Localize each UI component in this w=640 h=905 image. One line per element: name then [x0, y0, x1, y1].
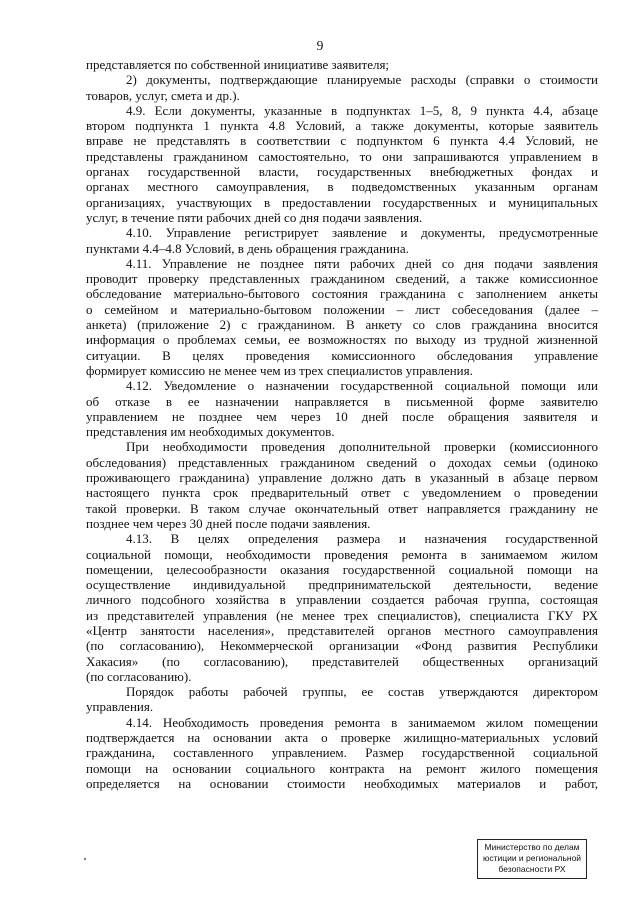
- text-line: осуществление индивидуальной предпринимательской деятельности, ведение: [86, 577, 598, 593]
- text-line: информация о проблемах семьи, ее возможностях по выходу из трудной жизненной: [86, 332, 598, 348]
- text-line: личного подсобного хозяйства в управлении создается рабочая группа, состоящая: [86, 592, 598, 608]
- text-line: (по согласованию), Некоммерческой организации «Фонд развития Республики: [86, 638, 598, 654]
- text-line: органах местного самоуправления, в подведомственных указанным органам: [86, 179, 598, 195]
- text-line: 4.10. Управление регистрирует заявление и документы, предусмотренные: [126, 225, 598, 241]
- stamp-line: безопасности РХ: [498, 864, 566, 874]
- text-line: управления.: [86, 699, 154, 715]
- text-line: органах государственной власти, государственных внебюджетных фондах и: [86, 164, 598, 180]
- text-line: втором подпункта 1 пункта 4.8 Условий, а также документы, которые заявитель: [86, 118, 598, 134]
- text-line: 4.13. В целях определения размера и назначения государственной: [126, 531, 598, 547]
- text-line: представляется по собственной инициативе заявителя;: [86, 57, 390, 72]
- text-line: помощи на основании социального контракта на ремонт жилого помещения: [86, 760, 598, 776]
- text-line: такой проверки. В таком случае окончательный ответ направляется гражданину не: [86, 500, 598, 516]
- text-line: Хакасия» (по согласованию), представителей общественных организаций: [86, 653, 598, 669]
- text-line: обследования) представленных гражданином сведений о доходах семьи (одиноко: [86, 454, 598, 470]
- stamp-line: Министерство по делам: [484, 842, 580, 852]
- ministry-stamp: [477, 839, 587, 879]
- text-line: организациях, участвующих в предоставлении государственных и муниципальных: [86, 194, 598, 210]
- text-line: управлением не позднее чем через 10 дней после обращения заявителя и: [86, 408, 598, 424]
- text-line: «Центр занятости населения», представителей органов местного самоуправления: [86, 622, 598, 638]
- scan-speck: [84, 858, 86, 860]
- text-line: обследование материально-бытового состояния гражданина с заполнением анкеты: [86, 286, 598, 302]
- text-line: анкета) (приложение 2) с гражданином. В анкету со слов гражданина вносится: [86, 317, 598, 333]
- text-line: 4.11. Управление не позднее пяти рабочих дней со дня подачи заявления: [126, 255, 598, 271]
- document-body: [86, 57, 598, 791]
- text-line: формирует комиссию не менее чем из трех специалистов управления.: [86, 362, 473, 378]
- text-line: о семейном и материально-бытовом положении – лист собеседования (далее –: [86, 301, 598, 317]
- text-line: 4.9. Если документы, указанные в подпунктах 1–5, 8, 9 пункта 4.4, абзаце: [126, 102, 598, 118]
- text-line: из представителей управления (не менее трех специалистов), специалиста ГКУ РХ: [86, 607, 598, 623]
- text-line: товаров, услуг, смета и др.).: [86, 87, 240, 103]
- text-line: ситуации. В целях проведения комиссионного обследования управление: [86, 347, 598, 363]
- text-line: проводит проверку представленных гражданином сведений, а также комиссионное: [86, 271, 598, 287]
- text-line: позднее чем через 30 дней после подачи заявления.: [86, 515, 371, 531]
- text-line: представления им необходимых документов.: [86, 424, 335, 440]
- stamp-line: юстиции и региональной: [482, 853, 582, 863]
- text-line: об отказе в ее назначении направляется в письменной форме заявителю: [86, 393, 598, 409]
- text-line: При необходимости проведения дополнительной проверки (комиссионного: [126, 439, 598, 455]
- text-line: социальной помощи, необходимости проведения ремонта в занимаемом жилом: [86, 546, 598, 562]
- text-line: настоящего пункта срок предварительный ответ с уведомлением о проведении: [86, 485, 598, 501]
- text-line: 2) документы, подтверждающие планируемые расходы (справки о стоимости: [126, 72, 598, 88]
- text-line: проживающего гражданина) управление должно дать в указанный в абзаце первом: [86, 470, 598, 486]
- text-line: подтверждается на основании акта о проверке жилищно-материальных условий: [86, 730, 598, 746]
- text-line: гражданина, составленного управлением. Размер государственной социальной: [86, 745, 598, 761]
- text-line: (по согласованию).: [86, 668, 192, 684]
- text-line: представлены гражданином самостоятельно, то они запрашиваются управлением в: [86, 148, 598, 164]
- text-line: Порядок работы рабочей группы, ее состав утверждаются директором: [126, 684, 598, 700]
- text-line: пунктами 4.4–4.8 Условий, в день обращения гражданина.: [86, 240, 409, 256]
- text-line: вправе не представлять в соответствии с подпунктом 6 пункта 4.4 Условий, не: [86, 133, 598, 149]
- text-line: помещении, целесообразности оказания государственной социальной помощи на: [86, 561, 598, 577]
- text-line: услуг, в течение пяти рабочих дней со дня подачи заявления.: [86, 209, 423, 225]
- text-line: 4.12. Уведомление о назначении государственной социальной помощи или: [126, 378, 598, 394]
- text-line: 4.14. Необходимость проведения ремонта в занимаемом жилом помещении: [126, 714, 598, 730]
- page-number: 9: [316, 38, 324, 53]
- text-line: определяется на основании стоимости необходимых материалов и работ,: [86, 775, 598, 791]
